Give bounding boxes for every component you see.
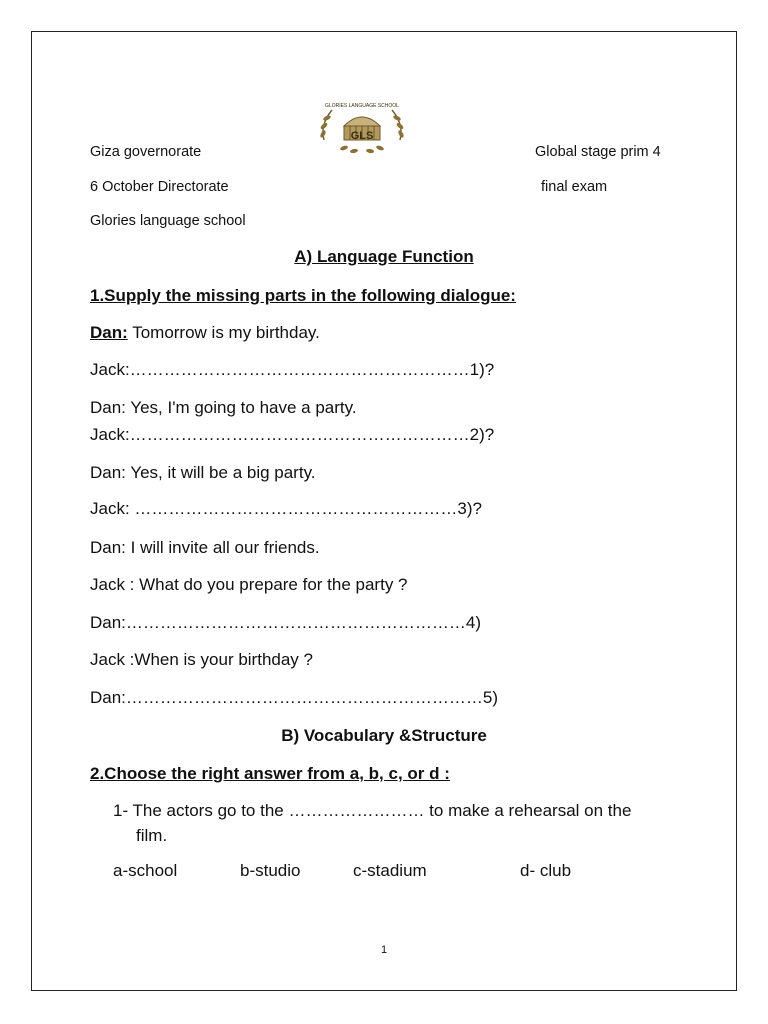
- school-logo: [314, 96, 410, 162]
- dialogue-line-10: Jack :When is your birthday ?: [90, 650, 313, 669]
- dialogue-line-1: [90, 323, 320, 343]
- dialogue-line-11: Dan:………………………………………………………5): [90, 688, 499, 707]
- dialogue-line-9: Dan:……………………………………………………4): [90, 613, 482, 632]
- logo-arc-text: GLORIES LANGUAGE SCHOOL: [325, 103, 399, 109]
- dialogue-line-4: Jack:……………………………………………………2)?: [90, 425, 495, 444]
- dialogue-line-3: Dan: Yes, I'm going to have a party.: [90, 398, 357, 417]
- question-1-heading: 1.Supply the missing parts in the following dialogue:: [90, 286, 516, 305]
- header-directorate: 6 October Directorate: [90, 179, 229, 195]
- header-stage: Global stage prim 4: [535, 144, 661, 160]
- header-exam: final exam: [541, 179, 608, 195]
- option-a: a-school: [113, 861, 178, 880]
- dialogue-line-8: Jack : What do you prepare for the party ?: [90, 575, 408, 594]
- option-b: b-studio: [240, 861, 301, 880]
- mcq-1-line-2: film.: [136, 826, 168, 845]
- question-2-heading: 2.Choose the right answer from a, b, c, or d :: [90, 764, 450, 783]
- dialogue-line-2: Jack:……………………………………………………1)?: [90, 360, 495, 379]
- section-a-title: A) Language Function: [294, 247, 474, 266]
- speaker-dan: Dan:: [90, 323, 128, 342]
- header-governorate: Giza governorate: [90, 144, 202, 160]
- page-number: 1: [380, 944, 388, 956]
- option-d: d- club: [520, 861, 572, 880]
- section-b-title: B) Vocabulary &Structure: [281, 726, 487, 745]
- header-school: Glories language school: [90, 213, 246, 229]
- dialogue-line-7: Dan: I will invite all our friends.: [90, 538, 320, 557]
- dialogue-line-5: Dan: Yes, it will be a big party.: [90, 463, 316, 482]
- mcq-1-line-1: 1- The actors go to the …………………… to make a rehearsal on the: [113, 801, 632, 820]
- option-c: c-stadium: [353, 861, 427, 880]
- logo-text: GLS: [350, 130, 374, 142]
- dialogue-text: Tomorrow is my birthday.: [127, 323, 320, 342]
- dialogue-line-6: Jack: …………………………………………………3)?: [90, 499, 482, 518]
